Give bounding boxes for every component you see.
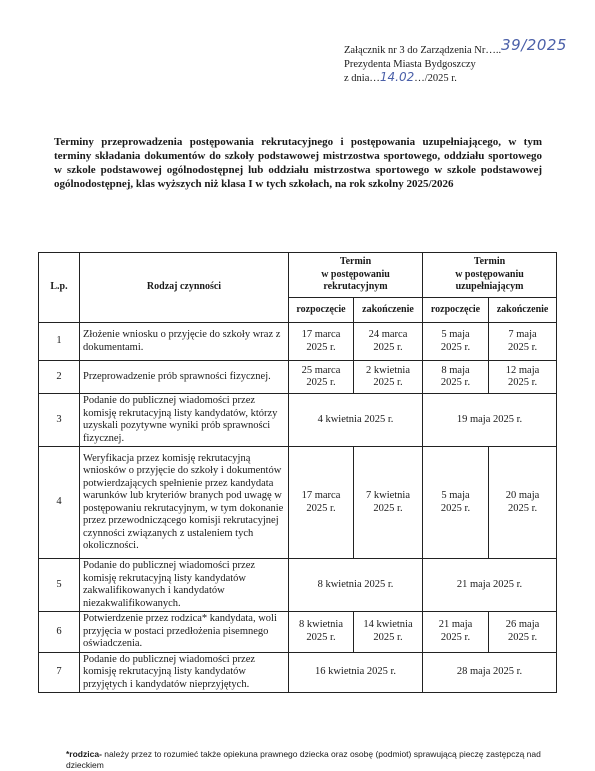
date-cell: 26 maja 2025 r.	[489, 612, 557, 653]
table-row	[39, 652, 557, 693]
activity-cell: Przeprowadzenie prób sprawności fizycznej.	[80, 361, 289, 394]
row-number: 6	[39, 612, 80, 653]
date-cell-merged: 4 kwietnia 2025 r.	[289, 394, 423, 447]
row-number: 2	[39, 361, 80, 394]
schedule-table	[38, 252, 557, 693]
date-cell: 5 maja 2025 r.	[423, 447, 489, 559]
date-dots: …	[369, 73, 380, 84]
date-cell: 24 marca 2025 r.	[354, 323, 423, 361]
date-cell-merged: 16 kwietnia 2025 r.	[289, 652, 423, 693]
date-cell: 14 kwietnia 2025 r.	[354, 612, 423, 653]
handwritten-date: 14.02	[379, 70, 415, 84]
header-prefix: Załącznik nr 3 do Zarządzenia Nr	[344, 45, 486, 56]
footnote	[66, 749, 566, 771]
table-row	[39, 447, 557, 559]
date-cell: 25 marca 2025 r.	[289, 361, 354, 394]
date-cell: 7 kwietnia 2025 r.	[354, 447, 423, 559]
header-start: rozpoczęcie	[423, 298, 489, 323]
header-supplementary: Termin w postępowaniu uzupełniającym	[423, 253, 557, 298]
date-cell: 7 maja 2025 r.	[489, 323, 557, 361]
date-cell-merged: 28 maja 2025 r.	[423, 652, 557, 693]
date-cell: 17 marca 2025 r.	[289, 447, 354, 559]
attachment-header	[344, 36, 584, 86]
activity-cell: Podanie do publicznej wiadomości przez komisję rekrutacyjną listy kandydatów zakwalifikowanych i kandydatów niezakwalifikowanych.	[80, 559, 289, 612]
activity-cell: Weryfikacja przez komisję rekrutacyjną wniosków o przyjęcie do szkoły i dokumentów potwierdzających spełnienie przez kandydata warunków lub kryteriów branych pod uwagę w postępowaniu rekrutacyjnym, w tym dokonanie przez przewodniczącego komisji rekrutacyjnej czynności związanych z ustaleniem tych okoliczności.	[80, 447, 289, 559]
table-row	[39, 394, 557, 447]
header-line-3	[344, 71, 584, 86]
date-cell-merged: 8 kwietnia 2025 r.	[289, 559, 423, 612]
row-number: 5	[39, 559, 80, 612]
row-number: 7	[39, 652, 80, 693]
table-row	[39, 323, 557, 361]
header-start: rozpoczęcie	[289, 298, 354, 323]
date-suffix: /2025 r.	[424, 73, 457, 84]
date-cell: 2 kwietnia 2025 r.	[354, 361, 423, 394]
date-cell: 17 marca 2025 r.	[289, 323, 354, 361]
activity-cell: Podanie do publicznej wiadomości przez komisję rekrutacyjną listy kandydatów, którzy uzyskali pozytywne wyniki prób sprawności fizycznej.	[80, 394, 289, 447]
header-dots: …..	[485, 45, 502, 56]
activity-cell: Podanie do publicznej wiadomości przez komisję rekrutacyjną listy kandydatów przyjętych i kandydatów nieprzyjętych.	[80, 652, 289, 693]
header-lp: L.p.	[39, 253, 80, 323]
header-recruitment: Termin w postępowaniu rekrutacyjnym	[289, 253, 423, 298]
header-line-1	[344, 36, 584, 58]
handwritten-order-number: 39/2025	[501, 36, 567, 54]
header-activity: Rodzaj czynności	[80, 253, 289, 323]
table-row	[39, 559, 557, 612]
row-number: 4	[39, 447, 80, 559]
footnote-text: należy przez to rozumieć także opiekuna prawnego dziecka oraz osobę (podmiot) sprawującą pieczę zastępczą nad dzieckiem	[66, 749, 541, 770]
header-line-2: Prezydenta Miasta Bydgoszczy	[344, 58, 476, 70]
date-cell-merged: 19 maja 2025 r.	[423, 394, 557, 447]
date-cell-merged: 21 maja 2025 r.	[423, 559, 557, 612]
date-cell: 5 maja 2025 r.	[423, 323, 489, 361]
date-cell: 20 maja 2025 r.	[489, 447, 557, 559]
row-number: 1	[39, 323, 80, 361]
date-dots-2: …	[414, 73, 425, 84]
header-end: zakończenie	[489, 298, 557, 323]
date-cell: 8 maja 2025 r.	[423, 361, 489, 394]
table-row	[39, 612, 557, 653]
activity-cell: Złożenie wniosku o przyjęcie do szkoły wraz z dokumentami.	[80, 323, 289, 361]
footnote-label: *rodzica-	[66, 749, 102, 759]
row-number: 3	[39, 394, 80, 447]
activity-cell: Potwierdzenie przez rodzica* kandydata, woli przyjęcia w postaci przedłożenia pisemnego oświadczenia.	[80, 612, 289, 653]
date-cell: 8 kwietnia 2025 r.	[289, 612, 354, 653]
date-prefix: z dnia	[344, 73, 370, 84]
document-title: Terminy przeprowadzenia postępowania rekrutacyjnego i postępowania uzupełniającego, w tym terminy składania dokumentów do szkoły podstawowej mistrzostwa sportowego, oddziału sportowego w szkole podstawowej ogólnodostępnej lub oddziału mistrzostwa sportowego w szkole podstawowej ogólnodostępnej, klas wyższych niż klasa I w tych szkołach, na rok szkolny 2025/2026	[54, 136, 542, 190]
table-row	[39, 361, 557, 394]
date-cell: 12 maja 2025 r.	[489, 361, 557, 394]
header-end: zakończenie	[354, 298, 423, 323]
date-cell: 21 maja 2025 r.	[423, 612, 489, 653]
